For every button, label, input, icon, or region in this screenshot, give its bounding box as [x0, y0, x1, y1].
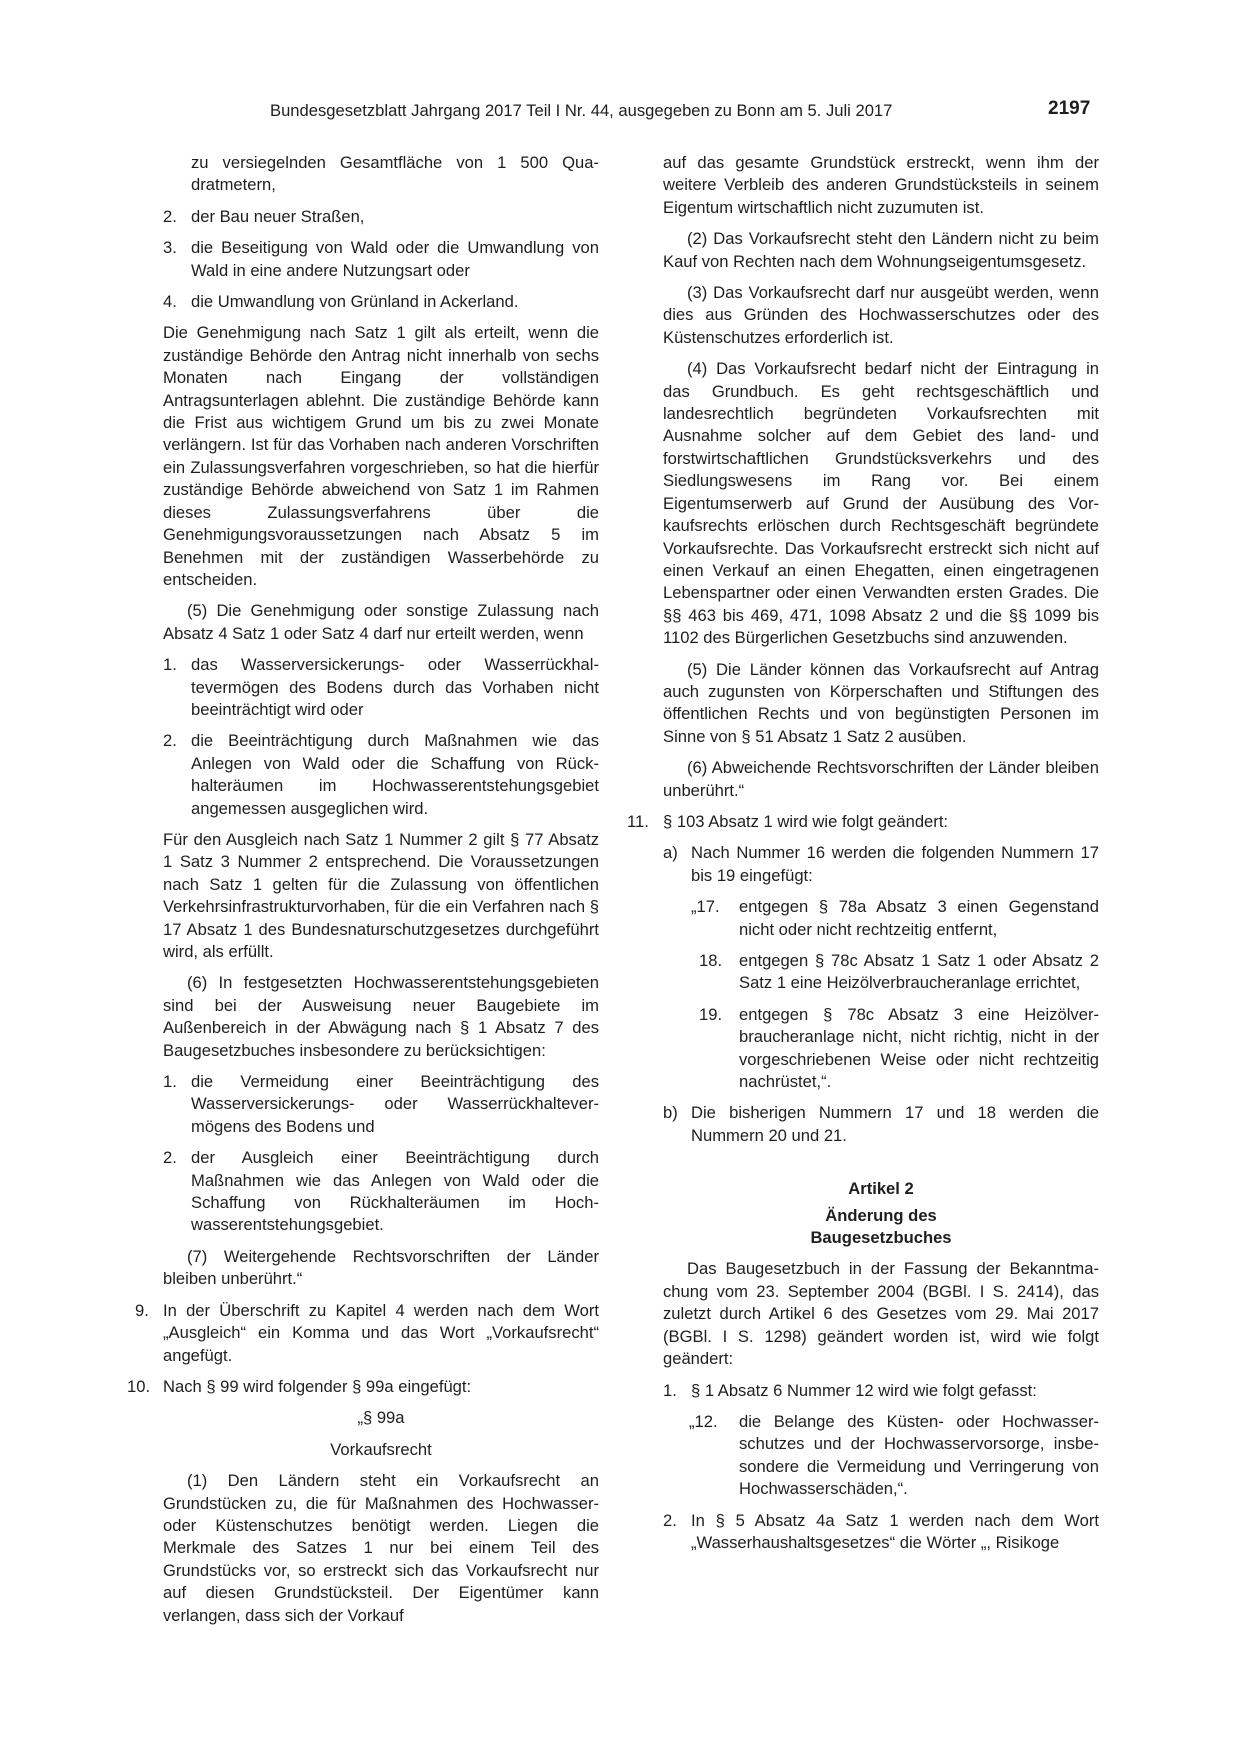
sub-sub-item: 19. entgegen § 78c Absatz 3 eine Heizölverbraucheranlage nicht, nicht richtig, nicht in der vorgeschriebenen Weise oder nicht rechtzeitig nachrüstet,“.: [699, 1004, 1099, 1092]
page-number: 2197: [1048, 98, 1091, 119]
paragraph-7: (7) Weitergehende Rechtsvorschriften der Länder bleiben unberührt.“: [163, 1246, 599, 1289]
list-item: 4. die Umwandlung von Grünland in Ackerland.: [163, 292, 519, 312]
page-header: [0, 100, 1241, 126]
section-title: Vorkaufsrecht: [330, 1439, 432, 1459]
paragraph-6: (6) In festgesetzten Hochwasserentstehungsgebieten sind bei der Ausweisung neuer Baugebiete im Außenbereich in der Abwägung nach § 1 Absatz 7 des Baugesetzbuches insbesondere zu berücksichtigen:: [163, 973, 599, 1060]
paragraph: Für den Ausgleich nach Satz 1 Nummer 2 gilt § 77 Absatz 1 Satz 3 Nummer 2 entsprechend. Die Voraussetzungen nach Satz 1 gelten für die Zulassung von öffentlichen Verkehrsinfrastrukturvorhaben, für die ein Verfahren nach § 17 Absatz 1 des Bundesnaturschutzgesetzes durchgeführt wird, als erfüllt.: [163, 829, 599, 961]
list-item: 2. der Ausgleich einer Beeinträchtigung durch Maßnahmen wie das Anlegen von Wald oder die Schaffung von Rückhalteräumen im Hochwasserentstehungsgebiet.: [163, 1148, 599, 1235]
right-column: [627, 152, 1099, 1554]
paragraph-3: (3) Das Vorkaufsrecht darf nur ausgeübt werden, wenn dies aus Gründen des Hochwasserschutzes oder des Küstenschutzes erforderlich ist.: [663, 283, 1099, 347]
list-item: 2. der Bau neuer Straßen,: [163, 206, 365, 226]
continuation-text: zu versiegelnden Gesamtfläche von 1 500 Quadratmetern,: [191, 153, 599, 195]
paragraph-2: (2) Das Vorkaufsrecht steht den Ländern nicht zu beim Kauf von Rechten nach dem Wohnungseigentumsgesetz.: [663, 229, 1099, 271]
list-item: 2. In § 5 Absatz 4a Satz 1 werden nach dem Wort „Wasserhaushaltsgesetzes“ die Wörter „, Risikoge: [663, 1510, 1099, 1552]
sub-sub-item: „17. entgegen § 78a Absatz 3 einen Gegenstand nicht oder nicht rechtzeitig entfernt,: [691, 897, 1099, 939]
spacer: [663, 1156, 1099, 1178]
list-item: 9. In der Überschrift zu Kapitel 4 werden nach dem Wort „Ausgleich“ ein Komma und das Wort „Vorkaufsrecht“ angefügt.: [135, 1300, 599, 1365]
list-item: 3. die Beseitigung von Wald oder die Umwandlung von Wald in eine andere Nutzungsart oder: [163, 238, 599, 280]
list-item: 1. die Vermeidung einer Beeinträchtigung des Wasserversickerungs- oder Wasserrückhaltevermögens des Bodens und: [163, 1072, 599, 1136]
header-title: Bundesgesetzblatt Jahrgang 2017 Teil I Nr. 44, ausgegeben zu Bonn am 5. Juli 2017: [270, 101, 893, 120]
sub-item: a) Nach Nummer 16 werden die folgenden Nummern 17 bis 19 eingefügt:: [663, 843, 1099, 885]
list-item: 1. das Wasserversickerungs- oder Wasserrückhaltevermögen des Bodens durch das Vorhaben nicht beeinträchtigt wird oder: [163, 655, 599, 719]
list-item: 11. § 103 Absatz 1 wird wie folgt geändert:: [627, 811, 949, 831]
paragraph-6: (6) Abweichende Rechtsvorschriften der Länder bleiben unberührt.“: [663, 758, 1099, 800]
article-title-line-2: Baugesetzbuches: [810, 1228, 952, 1248]
sub-item: „12. die Belange des Küsten- oder Hochwasserschutzes und der Hochwasservorsorge, insbesondere die Vermeidung und Verringerung von Hochwasserschäden,“.: [689, 1411, 1099, 1499]
paragraph-5: (5) Die Länder können das Vorkaufsrecht auf Antrag auch zugunsten von Körperschaften und Stiftungen des öffentlichen Rechts und von begünstigten Personen im Sinne von § 51 Absatz 1 Satz 2 ausüben.: [663, 659, 1099, 746]
section-number: „§ 99a: [357, 1408, 405, 1428]
list-item: 1. § 1 Absatz 6 Nummer 12 wird wie folgt gefasst:: [663, 1380, 1037, 1400]
article-intro: Das Baugesetzbuch in der Fassung der Bekanntmachung vom 23. September 2004 (BGBl. I S. 2414), das zuletzt durch Artikel 6 des Gesetzes vom 29. Mai 2017 (BGBl. I S. 1298) geändert worden ist, wird wie folgt geändert:: [663, 1259, 1099, 1369]
list-item: 10. Nach § 99 wird folgender § 99a eingefügt:: [127, 1376, 472, 1396]
continuation-text: auf das gesamte Grundstück erstreckt, wenn ihm der weitere Verbleib des anderen Grundstücksteils in seinem Eigentum wirtschaftlich nicht zuzumuten ist.: [663, 153, 1099, 217]
sub-sub-item: 18. entgegen § 78c Absatz 1 Satz 1 oder Absatz 2 Satz 1 eine Heizölverbraucheranlage errichtet,: [699, 951, 1099, 993]
list-item: 2. die Beeinträchtigung durch Maßnahmen wie das Anlegen von Wald oder die Schaffung von Rückhalteräumen im Hochwasserentstehungsgebiet angemessen ausgeglichen wird.: [163, 731, 599, 818]
article-title-line-1: Änderung des: [825, 1205, 937, 1225]
paragraph-99a-1: (1) Den Ländern steht ein Vorkaufsrecht an Grundstücken zu, die für Maßnahmen des Hochwasser- oder Küstenschutzes benötigt werden. Liegen die Merkmale des Satzes 1 nur bei einem Teil des Grundstücks vor, so erstreckt sich das Vorkaufsrecht nur auf diesen Grundstücksteil. Der Eigentümer kann verlangen, dass sich der Vorkauf: [163, 1471, 599, 1625]
paragraph: Die Genehmigung nach Satz 1 gilt als erteilt, wenn die zuständige Behörde den Antrag nicht innerhalb von sechs Monaten nach Eingang der vollständigen Antragsunterlagen ablehnt. Die zuständige Behörde kann die Frist aus wichtigem Grund um bis zu zwei Monate verlängern. Ist für das Vorhaben nach anderen Vorschriften ein Zulassungsverfahren vorgeschrieben, so hat die hierfür zuständige Behörde abweichend von Satz 1 im Rahmen dieses Zulassungsverfahrens über die Genehmigungsvoraussetzungen nach Absatz 5 im Benehmen mit der zuständigen Wasserbehörde zu entscheiden.: [163, 323, 599, 589]
sub-item: b) Die bisherigen Nummern 17 und 18 werden die Nummern 20 und 21.: [663, 1103, 1099, 1145]
article-heading: Artikel 2: [848, 1179, 914, 1199]
paragraph-5: (5) Die Genehmigung oder sonstige Zulassung nach Absatz 4 Satz 1 oder Satz 4 darf nur erteilt werden, wenn: [163, 601, 599, 643]
left-column: [127, 152, 599, 1627]
paragraph-4: (4) Das Vorkaufsrecht bedarf nicht der Eintragung in das Grundbuch. Es geht rechtsgeschäftlich und landesrechtlich begründeten Vorkaufsrechten mit Ausnahme solcher auf dem Gebiet des land- und forstwirtschaftlichen Grundstücksverkehrs und des Siedlungswesens im Rang vor. Bei einem Eigentumserwerb auf Grund der Ausübung des Vorkaufsrechts erlöschen durch Rechtsgeschäft begründete Vorkaufsrechte. Das Vorkaufsrecht erstreckt sich nicht auf einen Verkauf an einen Ehegatten, einen eingetragenen Lebenspartner oder einen Verwandten ersten Grades. Die §§ 463 bis 469, 471, 1098 Absatz 2 und die §§ 1099 bis 1102 des Bürgerlichen Gesetzbuchs sind anzuwenden.: [663, 359, 1099, 648]
